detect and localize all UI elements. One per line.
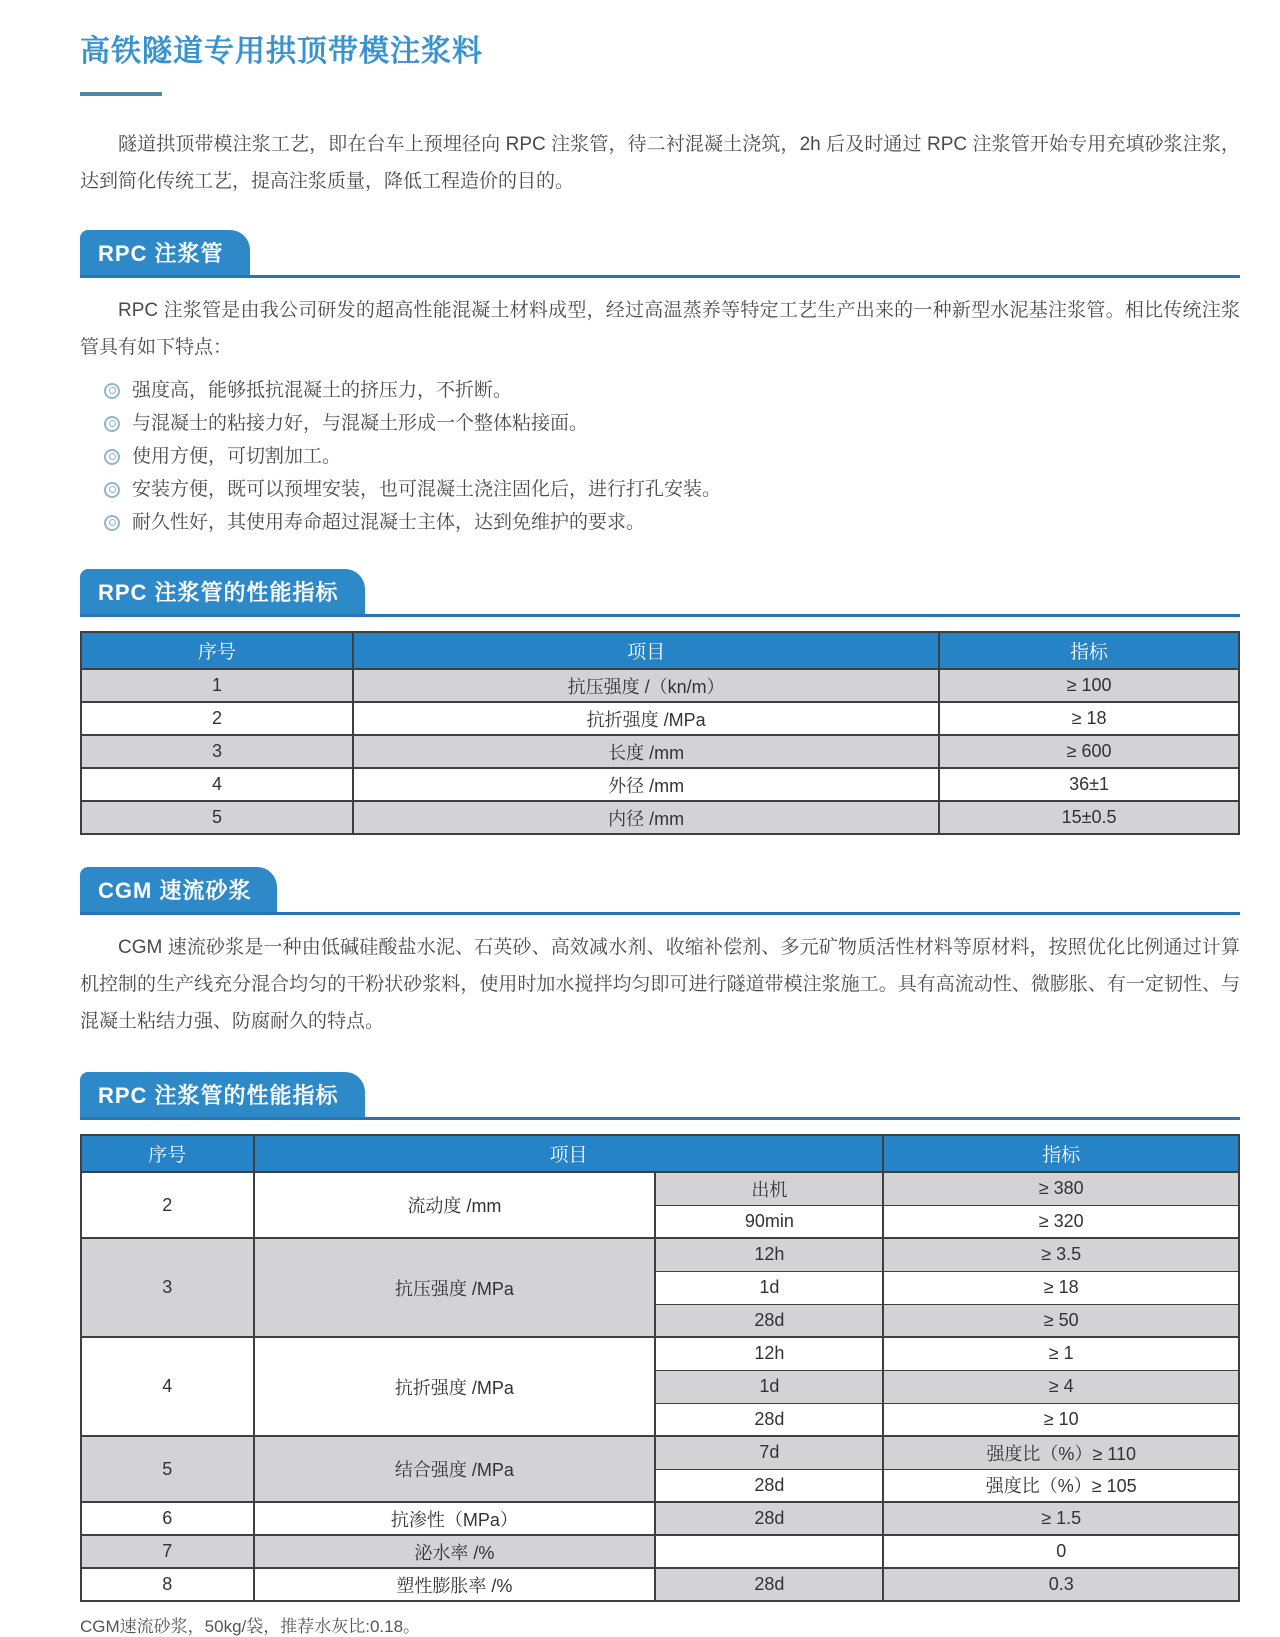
bullseye-inner [109, 486, 116, 493]
value-cell: 0 [883, 1535, 1239, 1568]
condition-cell: 28d [655, 1304, 883, 1337]
item-cell: 流动度 /mm [254, 1172, 656, 1238]
item-cell: 抗压强度 /MPa [254, 1238, 656, 1337]
intro-paragraph: 隧道拱顶带模注浆工艺，即在台车上预埋径向 RPC 注浆管，待二衬混凝土浇筑，2h 后及时通过 RPC 注浆管开始专用充填砂浆注浆，达到简化传统工艺，提高注浆质量，降低工程造价的目的。 [80, 134, 1240, 192]
header-row [81, 632, 1239, 669]
condition-cell: 28d [655, 1502, 883, 1535]
table-cell: 15±0.5 [939, 801, 1239, 834]
table-cell: ≥ 18 [939, 702, 1239, 735]
item-cell: 抗渗性（MPa） [254, 1502, 656, 1535]
table-row [81, 1172, 1239, 1205]
condition-cell: 出机 [655, 1172, 883, 1205]
rpc-performance-table-header [81, 632, 1239, 669]
value-cell: ≥ 320 [883, 1205, 1239, 1238]
column-header: 序号 [81, 632, 353, 669]
feature-text: 与混凝士的粘接力好，与混凝土形成一个整体粘接面。 [132, 413, 589, 434]
header-row [81, 1135, 1239, 1172]
footnote-text: CGM速流砂浆，50kg/袋，推荐水灰比:0.18。 [80, 1617, 421, 1636]
table-cell: 4 [81, 768, 353, 801]
bullseye-icon [104, 383, 120, 399]
table-cell: 抗折强度 /MPa [353, 702, 939, 735]
condition-cell: 28d [655, 1469, 883, 1502]
table-row [81, 768, 1239, 801]
condition-cell: 28d [655, 1403, 883, 1436]
section-badge-cgm: CGM 速流砂浆 [80, 867, 277, 912]
section-badge-rpc-pipe: RPC 注浆管 [80, 230, 250, 275]
column-header: 序号 [81, 1135, 254, 1172]
condition-cell: 1d [655, 1271, 883, 1304]
table-cell: ≥ 100 [939, 669, 1239, 702]
table-row [81, 1535, 1239, 1568]
condition-cell: 1d [655, 1370, 883, 1403]
section-badge-rpc-table: RPC 注浆管的性能指标 [80, 569, 365, 614]
table-row [81, 735, 1239, 768]
item-cell: 抗折强度 /MPa [254, 1337, 656, 1436]
table-cell: 抗压强度 /（kn/m） [353, 669, 939, 702]
row-number-cell: 5 [81, 1436, 254, 1502]
cgm-performance-table-body [81, 1172, 1239, 1601]
row-number-cell: 3 [81, 1238, 254, 1337]
cgm-paragraph: CGM 速流砂浆是一种由低碱硅酸盐水泥、石英砂、高效减水剂、收缩补偿剂、多元矿物质活性材料等原材料，按照优化比例通过计算机控制的生产线充分混合均匀的干粉状砂浆料，使用时加水搅拌均匀即可进行隧道带模注浆施工。具有高流动性、微膨胀、有一定韧性、与混凝土粘结力强、防腐耐久的特点。 [80, 937, 1240, 1032]
column-header: 项目 [254, 1135, 884, 1172]
value-cell: ≥ 4 [883, 1370, 1239, 1403]
condition-cell: 12h [655, 1238, 883, 1271]
rpc-feature-list [80, 374, 1240, 539]
feature-item [80, 506, 1240, 539]
feature-text: 耐久性好，其使用寿命超过混凝士主体，达到免维护的要求。 [132, 512, 646, 533]
item-cell: 结合强度 /MPa [254, 1436, 656, 1502]
column-header: 项目 [353, 632, 939, 669]
condition-cell [655, 1535, 883, 1568]
table-row [81, 1502, 1239, 1535]
bullseye-icon [104, 515, 120, 531]
value-cell: ≥ 50 [883, 1304, 1239, 1337]
value-cell: 强度比（%）≥ 110 [883, 1436, 1239, 1469]
column-header: 指标 [939, 632, 1239, 669]
row-number-cell: 8 [81, 1568, 254, 1601]
table-row [81, 702, 1239, 735]
table-cell: 5 [81, 801, 353, 834]
value-cell: ≥ 3.5 [883, 1238, 1239, 1271]
section-heading-rpc-table [80, 569, 1240, 617]
value-cell: 0.3 [883, 1568, 1239, 1601]
bullseye-icon [104, 449, 120, 465]
table-cell: 36±1 [939, 768, 1239, 801]
item-cell: 泌水率 /% [254, 1535, 656, 1568]
value-cell: 强度比（%）≥ 105 [883, 1469, 1239, 1502]
table-row [81, 801, 1239, 834]
table-cell: ≥ 600 [939, 735, 1239, 768]
table-cell: 长度 /mm [353, 735, 939, 768]
condition-cell: 90min [655, 1205, 883, 1238]
table-cell: 3 [81, 735, 353, 768]
table-row [81, 1436, 1239, 1469]
cgm-performance-table-header [81, 1135, 1239, 1172]
bullseye-icon [104, 482, 120, 498]
rpc-performance-table-body [81, 669, 1239, 834]
value-cell: ≥ 10 [883, 1403, 1239, 1436]
feature-text: 使用方便，可切割加工。 [132, 446, 342, 467]
page-title: 高铁隧道专用拱顶带模注浆料 [80, 35, 483, 68]
value-cell: ≥ 380 [883, 1172, 1239, 1205]
condition-cell: 7d [655, 1436, 883, 1469]
section-heading-cgm [80, 867, 1240, 915]
title-underline [80, 92, 162, 96]
item-cell: 塑性膨胀率 /% [254, 1568, 656, 1601]
feature-item [80, 440, 1240, 473]
value-cell: ≥ 1 [883, 1337, 1239, 1370]
cgm-performance-table [80, 1134, 1240, 1602]
table-cell: 内径 /mm [353, 801, 939, 834]
rpc-pipe-paragraph: RPC 注浆管是由我公司研发的超高性能混凝土材料成型，经过高温蒸养等特定工艺生产出来的一种新型水泥基注浆管。相比传统注浆管具有如下特点： [80, 300, 1240, 358]
bullseye-inner [109, 420, 116, 427]
rpc-performance-table [80, 631, 1240, 835]
feature-item [80, 374, 1240, 407]
condition-cell: 12h [655, 1337, 883, 1370]
feature-item [80, 473, 1240, 506]
bullseye-inner [109, 519, 116, 526]
table-row [81, 1568, 1239, 1601]
condition-cell: 28d [655, 1568, 883, 1601]
table-cell: 2 [81, 702, 353, 735]
row-number-cell: 2 [81, 1172, 254, 1238]
feature-text: 安装方便，既可以预埋安装，也可混凝土浇注固化后，进行打孔安装。 [132, 479, 722, 500]
feature-item [80, 407, 1240, 440]
bullseye-inner [109, 387, 116, 394]
table-cell: 1 [81, 669, 353, 702]
row-number-cell: 7 [81, 1535, 254, 1568]
table-row [81, 1238, 1239, 1271]
bullseye-inner [109, 453, 116, 460]
section-heading-cgm-table [80, 1072, 1240, 1120]
column-header: 指标 [883, 1135, 1239, 1172]
table-row [81, 669, 1239, 702]
section-badge-cgm-table: RPC 注浆管的性能指标 [80, 1072, 365, 1117]
row-number-cell: 6 [81, 1502, 254, 1535]
table-cell: 外径 /mm [353, 768, 939, 801]
table-row [81, 1337, 1239, 1370]
section-heading-rpc-pipe [80, 230, 1240, 278]
row-number-cell: 4 [81, 1337, 254, 1436]
value-cell: ≥ 18 [883, 1271, 1239, 1304]
feature-text: 强度高，能够抵抗混凝土的挤压力，不折断。 [132, 380, 513, 401]
bullseye-icon [104, 416, 120, 432]
value-cell: ≥ 1.5 [883, 1502, 1239, 1535]
